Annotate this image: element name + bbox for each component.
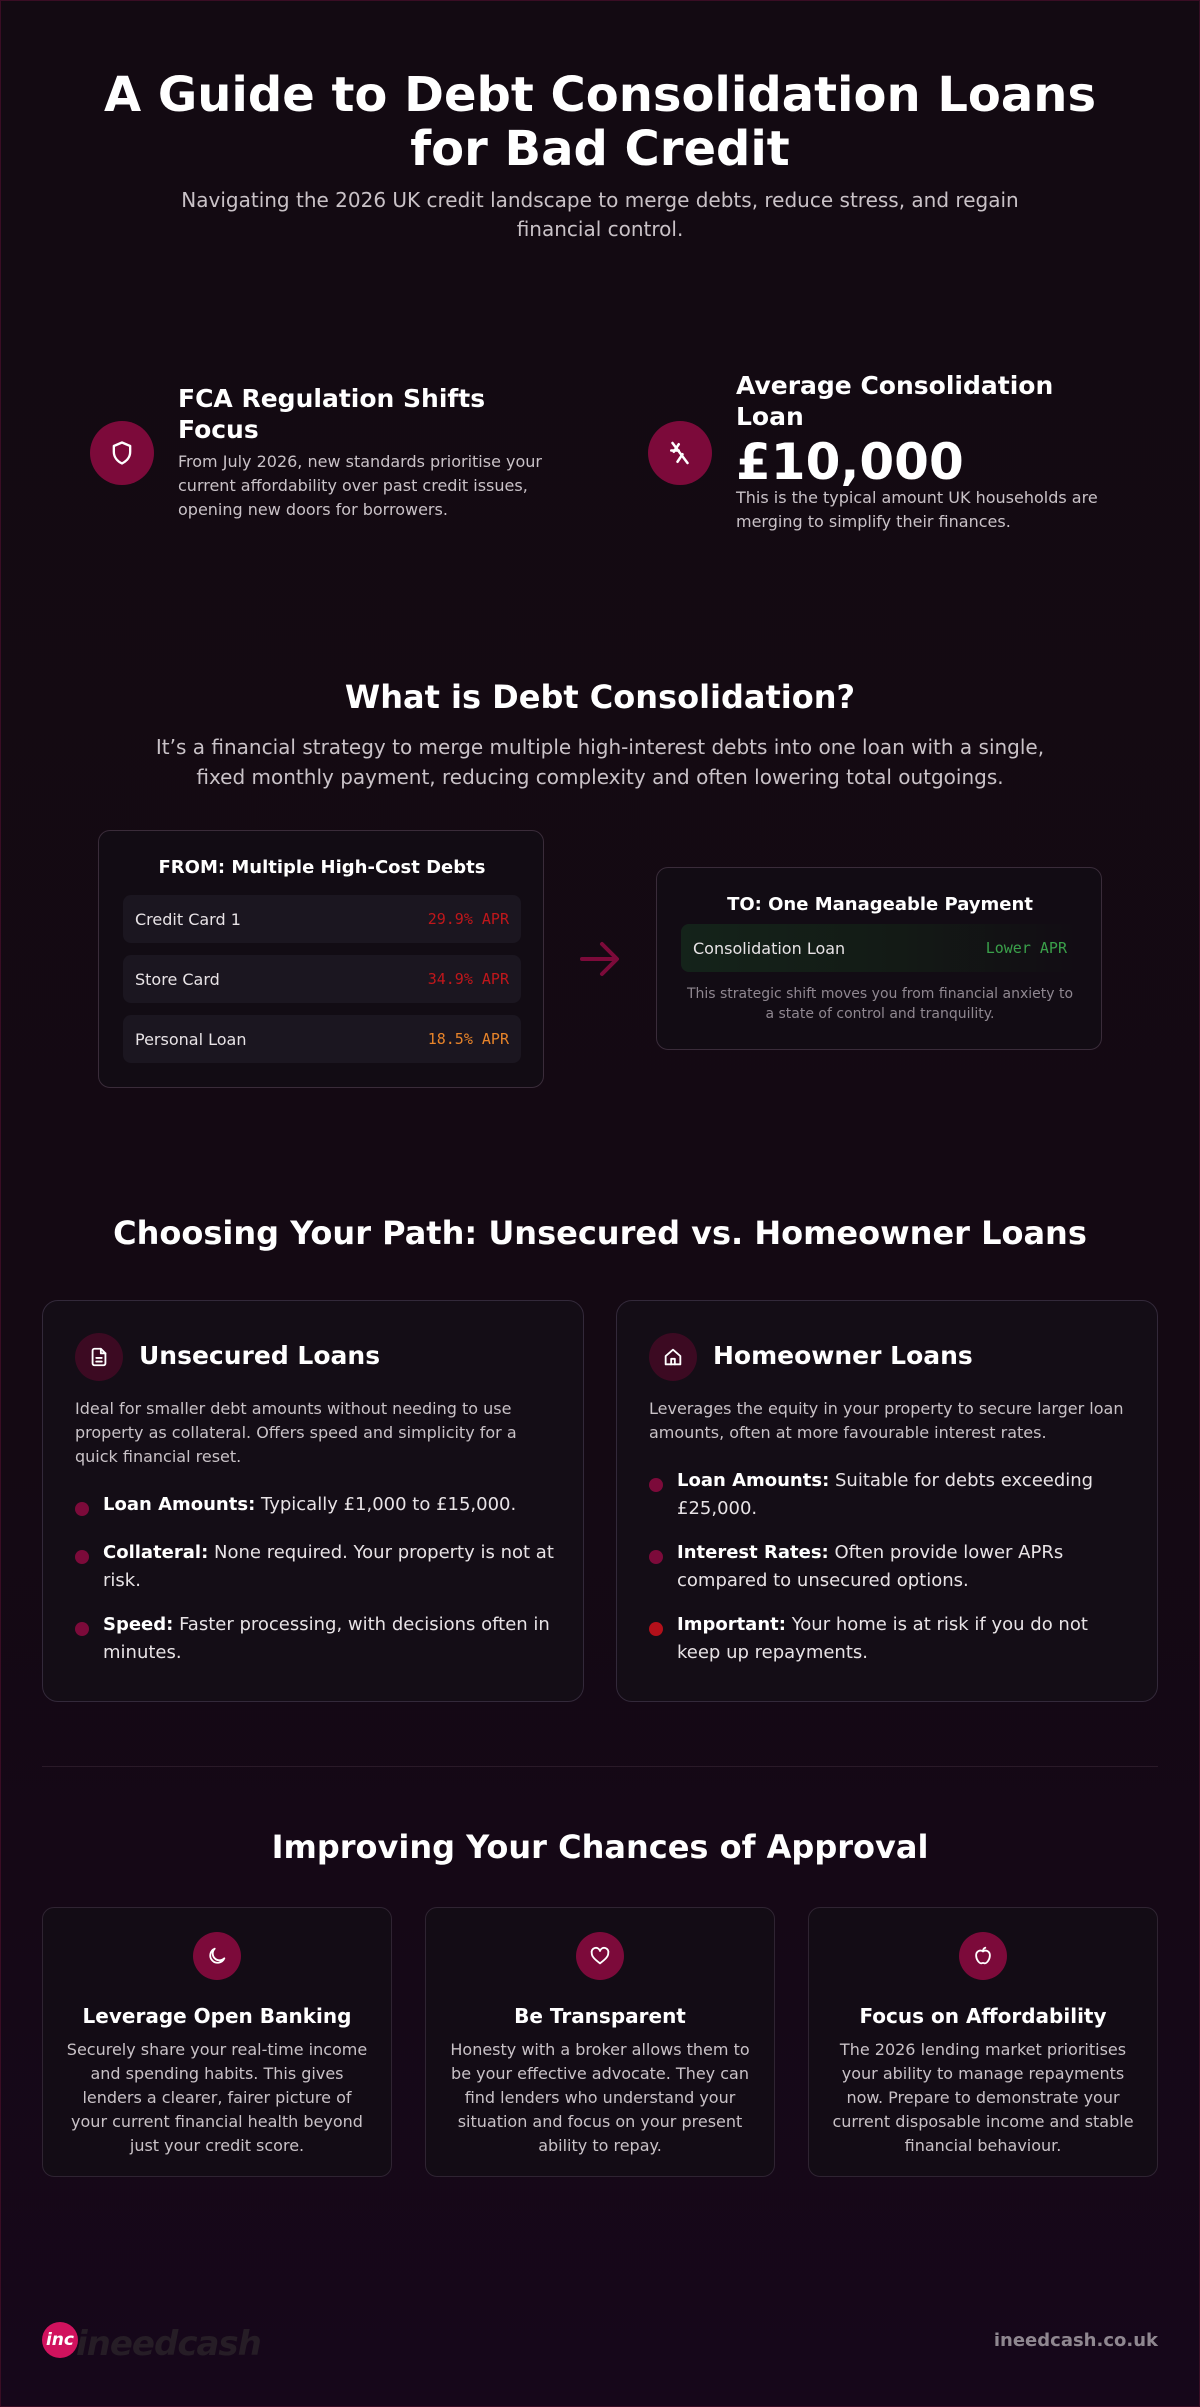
bullet-dot bbox=[649, 1622, 663, 1636]
page-subtitle: Navigating the 2026 UK credit landscape to merge debts, reduce stress, and regain financial control. bbox=[181, 188, 1019, 241]
section-heading: Improving Your Chances of Approval bbox=[271, 1828, 929, 1866]
bullet-dot bbox=[649, 1550, 663, 1564]
bullet-label: Loan Amounts: bbox=[103, 1494, 256, 1515]
stat-title: FCA Regulation Shifts Focus bbox=[178, 384, 486, 444]
list-item bbox=[75, 1539, 555, 1595]
bullet-dot bbox=[75, 1502, 89, 1516]
bullet-text: Typically £1,000 to £15,000. bbox=[261, 1494, 517, 1515]
list-item bbox=[649, 1611, 1129, 1667]
loan-name: Consolidation Loan bbox=[693, 938, 846, 958]
stat-value: £10,000 bbox=[736, 433, 964, 491]
debt-apr: 34.9% APR bbox=[427, 970, 509, 988]
bullet-dot bbox=[75, 1622, 89, 1636]
loan-rate: Lower APR bbox=[985, 939, 1067, 957]
card-title: Homeowner Loans bbox=[713, 1341, 973, 1370]
bullet-label: Collateral: bbox=[103, 1542, 209, 1563]
tip-title: Focus on Affordability bbox=[859, 2004, 1107, 2028]
logo-badge: inc bbox=[42, 2322, 78, 2358]
debt-name: Personal Loan bbox=[135, 1029, 247, 1049]
tip-text: The 2026 lending market prioritises your ability to manage repayments now. Prepare to demonstrate your current disposable income and stable financial behaviour. bbox=[832, 2040, 1134, 2155]
shield-icon bbox=[90, 421, 154, 485]
bullet-dot bbox=[649, 1478, 663, 1492]
document-icon bbox=[75, 1333, 123, 1381]
apple-icon bbox=[959, 1932, 1007, 1980]
heart-icon bbox=[576, 1932, 624, 1980]
page-title: A Guide to Debt Consolidation Loans for Bad Credit bbox=[103, 67, 1097, 177]
currency-pound-icon bbox=[648, 421, 712, 485]
to-payment-box bbox=[656, 867, 1102, 1050]
list-item bbox=[75, 1491, 555, 1519]
bullet-text: Often provide lower APRs compared to unsecured options. bbox=[677, 1542, 1064, 1591]
section-divider bbox=[42, 1766, 1158, 1767]
stat-title: Average Consolidation Loan bbox=[736, 371, 1054, 431]
list-item bbox=[649, 1539, 1129, 1595]
debt-apr: 18.5% APR bbox=[427, 1030, 509, 1048]
debt-row bbox=[123, 895, 521, 943]
section-text: It’s a financial strategy to merge multiple high-interest debts into one loan with a single, fixed monthly payment, reducing complexity and often lowering total outgoings. bbox=[155, 735, 1045, 789]
bullet-label: Important: bbox=[677, 1614, 786, 1635]
bullet-text: Faster processing, with decisions often in minutes. bbox=[103, 1614, 550, 1663]
card-intro: Leverages the equity in your property to secure larger loan amounts, often at more favourable interest rates. bbox=[649, 1399, 1124, 1442]
debt-name: Store Card bbox=[135, 969, 220, 989]
tip-title: Leverage Open Banking bbox=[82, 2004, 352, 2028]
list-item bbox=[75, 1611, 555, 1667]
tip-card bbox=[808, 1907, 1158, 2177]
bullet-label: Interest Rates: bbox=[677, 1542, 829, 1563]
card-intro: Ideal for smaller debt amounts without needing to use property as collateral. Offers speed and simplicity for a quick financial reset. bbox=[75, 1399, 517, 1466]
list-item bbox=[649, 1467, 1129, 1523]
moon-icon bbox=[193, 1932, 241, 1980]
tip-card bbox=[42, 1907, 392, 2177]
tip-text: Honesty with a broker allows them to be your effective advocate. They can find lenders who understand your situation and focus on your present ability to repay. bbox=[450, 2040, 750, 2155]
logo-wordmark: ineedcash bbox=[76, 2324, 261, 2364]
tip-title: Be Transparent bbox=[514, 2004, 686, 2028]
debt-name: Credit Card 1 bbox=[135, 909, 241, 929]
to-title: TO: One Manageable Payment bbox=[727, 894, 1033, 915]
tip-text: Securely share your real-time income and spending habits. This gives lenders a clearer, fairer picture of your current financial health beyond just your credit score. bbox=[66, 2040, 368, 2155]
bullet-text: None required. Your property is not at risk. bbox=[103, 1542, 554, 1591]
from-title: FROM: Multiple High-Cost Debts bbox=[158, 857, 486, 878]
consolidation-row bbox=[681, 924, 1079, 972]
bullet-dot bbox=[75, 1550, 89, 1564]
to-note: This strategic shift moves you from financial anxiety to a state of control and tranquility. bbox=[686, 986, 1074, 1022]
tip-card bbox=[425, 1907, 775, 2177]
bullet-text: Suitable for debts exceeding £25,000. bbox=[677, 1470, 1094, 1519]
homeowner-loans-card bbox=[616, 1300, 1158, 1702]
stat-description: From July 2026, new standards prioritise your current affordability over past credit issues, opening new doors for borrowers. bbox=[178, 452, 542, 519]
footer-url[interactable]: ineedcash.co.uk bbox=[993, 2330, 1158, 2351]
section-heading: Choosing Your Path: Unsecured vs. Homeowner Loans bbox=[113, 1214, 1087, 1252]
from-debts-box bbox=[98, 830, 544, 1088]
home-icon bbox=[649, 1333, 697, 1381]
bullet-label: Loan Amounts: bbox=[677, 1470, 830, 1491]
card-title: Unsecured Loans bbox=[139, 1341, 381, 1370]
arrow-right-icon bbox=[576, 938, 624, 980]
bullet-label: Speed: bbox=[103, 1614, 174, 1635]
debt-row bbox=[123, 1015, 521, 1063]
unsecured-loans-card bbox=[42, 1300, 584, 1702]
stat-description: This is the typical amount UK households are merging to simplify their finances. bbox=[736, 488, 1098, 531]
debt-row bbox=[123, 955, 521, 1003]
bullet-text: Your home is at risk if you do not keep up repayments. bbox=[677, 1614, 1088, 1663]
debt-apr: 29.9% APR bbox=[427, 910, 509, 928]
section-heading: What is Debt Consolidation? bbox=[344, 678, 856, 716]
